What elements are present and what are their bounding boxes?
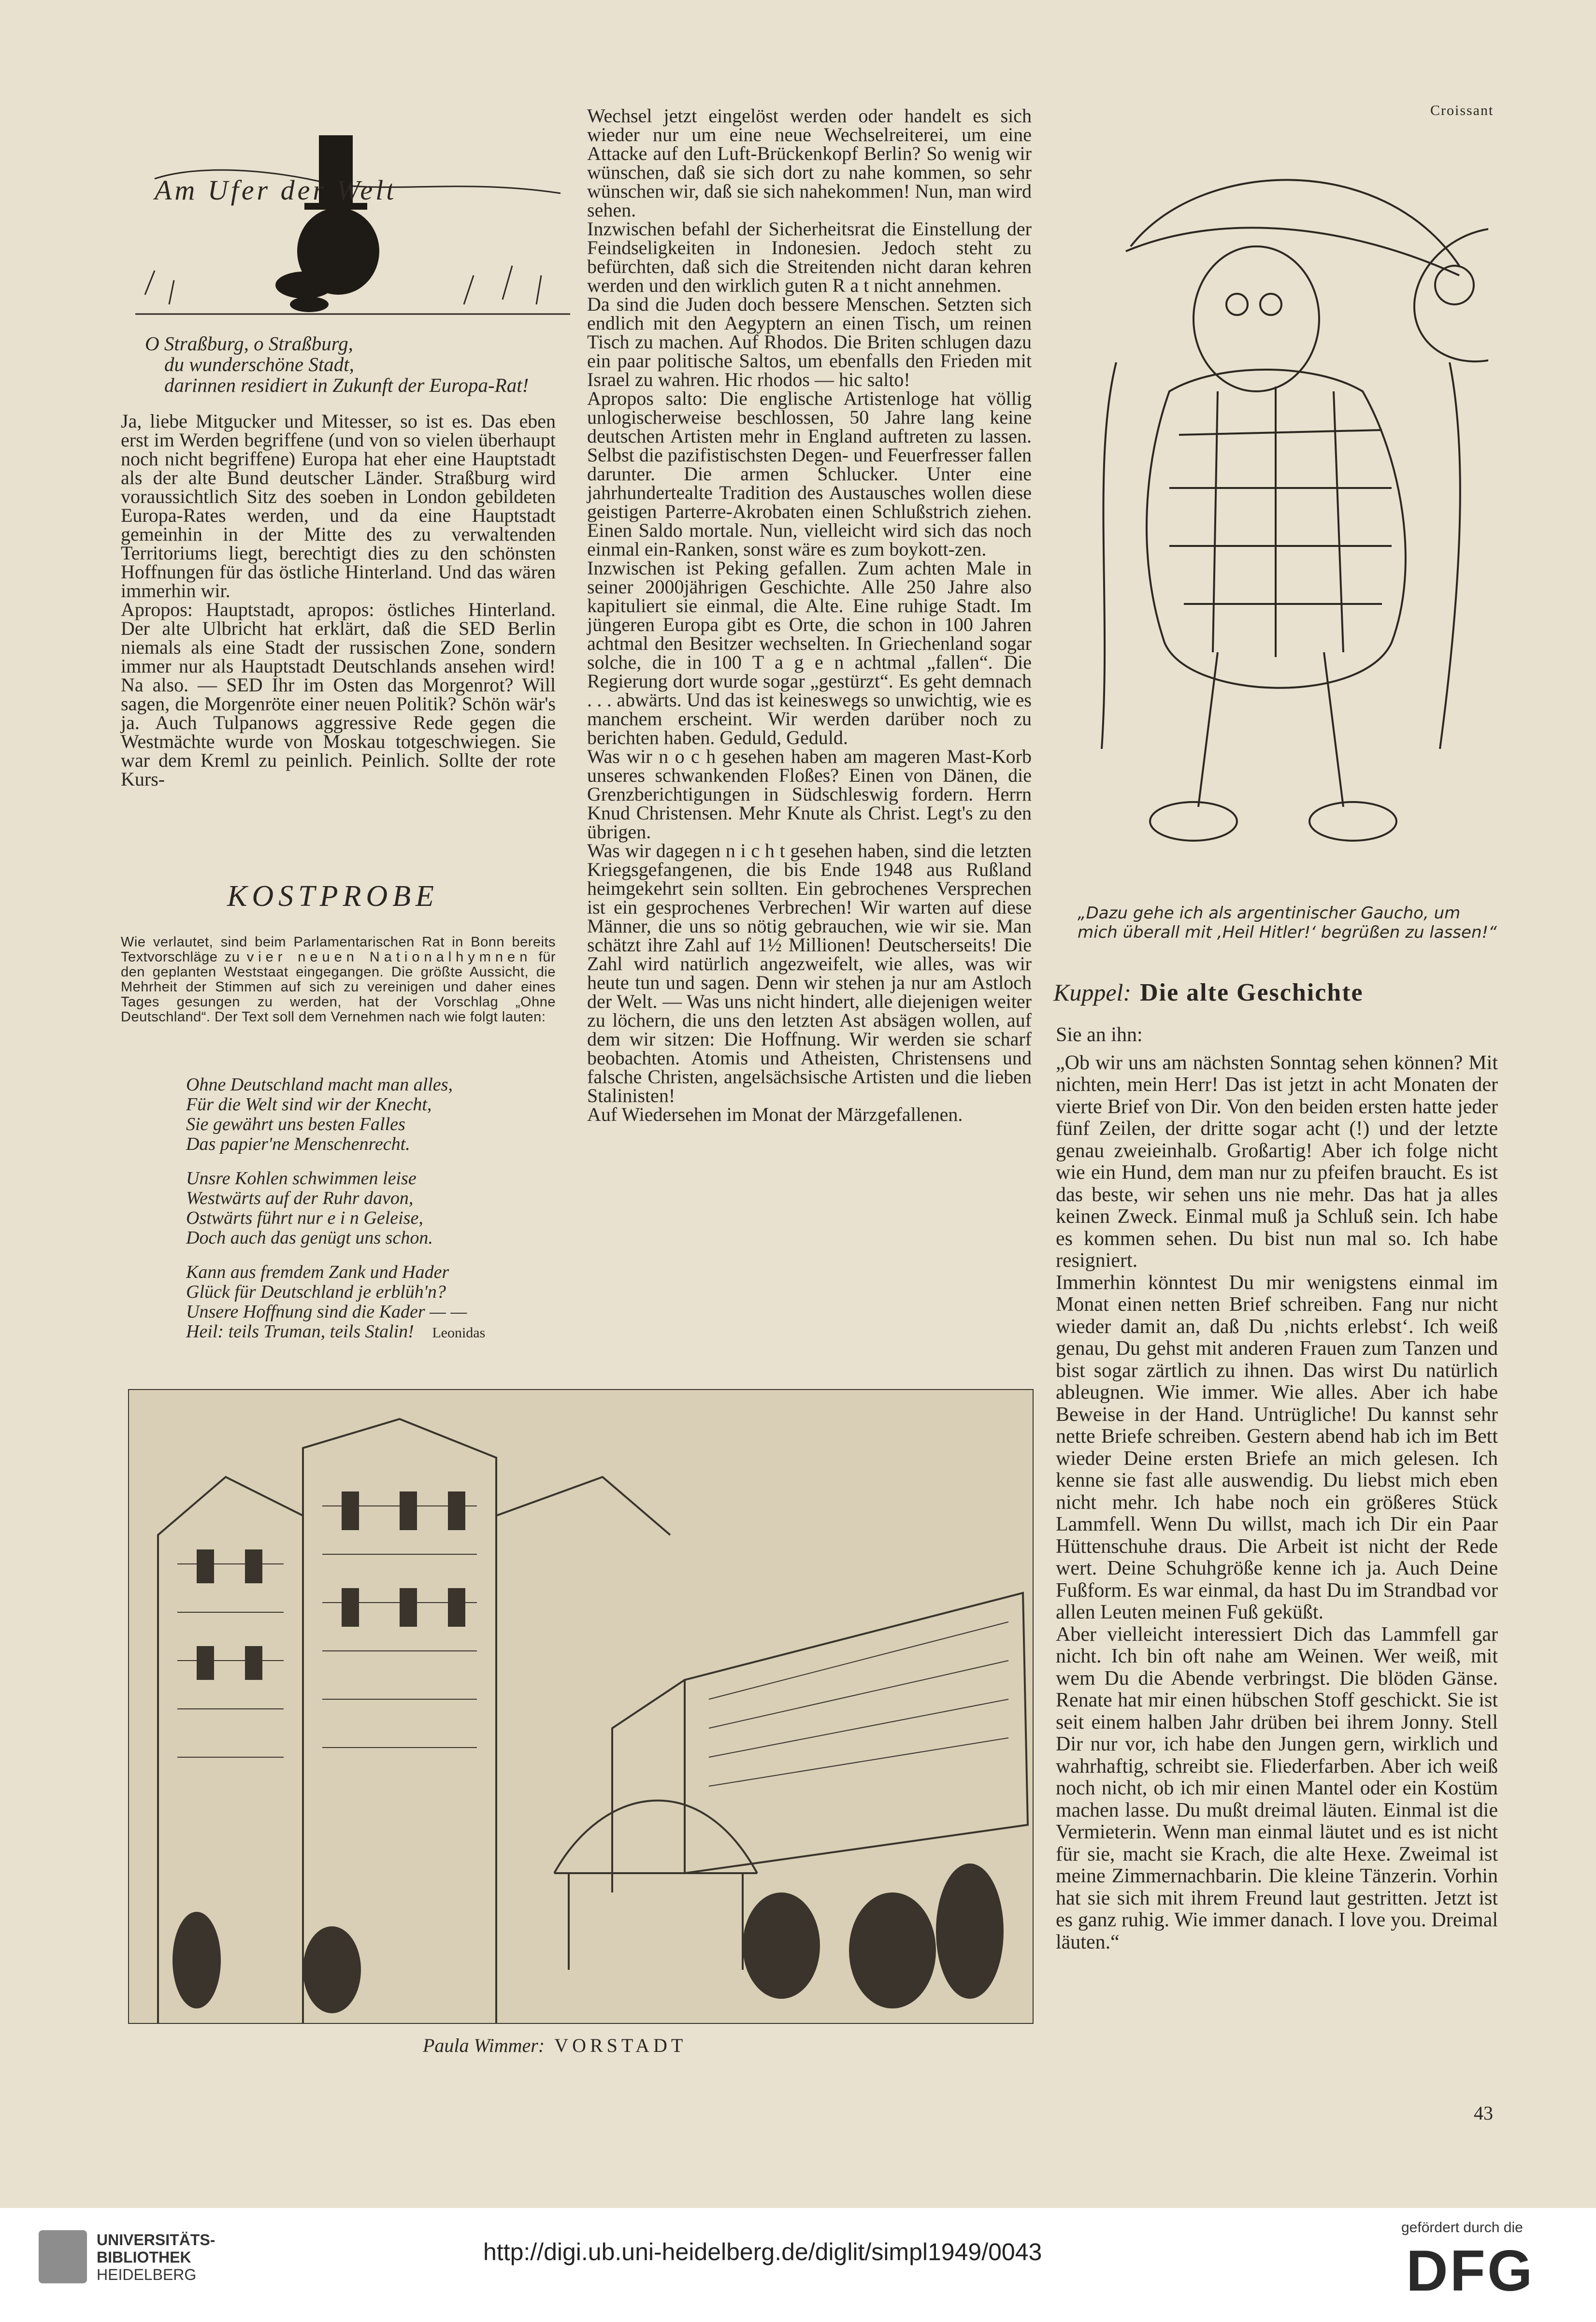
poem-line: Für die Welt sind wir der Knecht,: [186, 1094, 432, 1115]
paragraph: Immerhin könntest Du mir wenigstens einmal im Monat einen netten Brief schreiben. Fang nur nicht wieder damit an, daß Du ‚nichts erlebst‘. Ich weiß genau, Du gehst mit anderen Frauen zum Tanzen und bist sogar zärtlich zu ihnen. Das wirst Du natürlich ableugnen. Wie immer. Wie alles. Aber ich habe Beweise in der Hand. Untrügliche! Du kannst sehr nette Briefe schreiben. Gestern abend hab ich im Bett wieder Deine ersten Briefe an mich gelesen. Ich kenne sie fast alle auswendig. Du liebst mich eben nicht mehr. Ich habe noch ein größeres Stück Lammfell. Wenn Du willst, mach ich Dir ein Paar Hüttenschuhe draus. Die Arbeit ist nicht der Rede wert. Deine Schuhgröße kenne ich ja. Auch Deine Fußform. Es war einmal, da hast Du im Strandbad vor allen Leuten meinen Fuß geküßt.: [1056, 1271, 1498, 1623]
poem-line: Sie gewährt uns besten Falles: [186, 1114, 405, 1134]
etching-drawing: [129, 1390, 1033, 2023]
intro-text: für den geplanten Weststaat eingegangen. Die größte Aussicht, die Mehrheit der Stimmen auf sich zu vereinigen und daher eines Tages gesungen zu werden, hat der Vorschlag „Ohne Deutschland“. Der Text soll dem Vernehmen nach wie folgt lauten:: [121, 949, 556, 1025]
source-url-link[interactable]: http://digi.ub.uni-heidelberg.de/diglit/simpl1949/0043: [483, 2238, 1042, 2265]
library-line: BIBLIOTHEK: [97, 2249, 191, 2266]
poem-last-line: Heil: teils Truman, teils Stalin!: [186, 1321, 414, 1342]
poem-line: Unsre Kohlen schwimmen leise: [186, 1168, 417, 1189]
paragraph: Wechsel jetzt eingelöst werden oder handelt es sich wieder nur um eine neue Wechselreiterei, um eine Attacke auf den Luft-Brückenkopf Berlin? So wenig wir wünschen, daß sie sich dort zu nahe kommen, so sehr wünschen wir, daß sie sich nahekommen! Nun, man wird sehen.: [587, 105, 1032, 221]
poem-line: [186, 1322, 573, 1343]
library-name: [97, 2231, 215, 2283]
story-author: Kuppel:: [1053, 979, 1132, 1006]
library-line: HEIDELBERG: [97, 2266, 197, 2283]
story-intro: Sie an ihn:: [1056, 1024, 1143, 1046]
cartoon-drawing: [1073, 121, 1488, 894]
paragraph: Da sind die Juden doch bessere Menschen. Setzten sich endlich mit den Aegyptern an einen Tisch, um reinen Tisch zu machen. Auf Rhodos. Die Briten schlugen dazu ein paar politische Saltos, um ebenfalls den Frieden mit Israel zu wahren. Hic rhodos — hic salto!: [587, 293, 1032, 390]
poem-stanza: [186, 1169, 573, 1248]
opening-verse: [145, 333, 570, 396]
etching-title: VORSTADT: [554, 2035, 687, 2056]
poem-line: Unsere Hoffnung sind die Kader — —: [186, 1302, 467, 1322]
poem-line: Doch auch das genügt uns schon.: [186, 1228, 433, 1248]
cartoon-caption: „Dazu gehe ich als argentinischer Gaucho, um mich überall mit ‚Heil Hitler!‘ begrüßen zu lassen!“: [1078, 903, 1497, 942]
artist-credit: Croissant: [1430, 102, 1494, 118]
sketch-drawing: [126, 121, 580, 324]
poem-line: Glück für Deutschland je erblüh'n?: [186, 1282, 446, 1302]
section-title-kostprobe: KOSTPROBE: [227, 880, 439, 913]
poem-author: Leonidas: [432, 1325, 486, 1341]
etching-caption: [423, 2034, 687, 2057]
poem-line: Westwärts auf der Ruhr davon,: [186, 1188, 414, 1208]
story-title: Die alte Geschichte: [1140, 979, 1364, 1006]
intro-text: Wie verlautet, sind beim Parlamentarischen Rat in Bonn bereits Textvorschläge zu: [121, 934, 556, 965]
paragraph: Inzwischen ist Peking gefallen. Zum achten Male in seiner 2000jährigen Geschichte. Alle 250 Jahre also kapituliert sie einmal, die Alte. Eine ruhige Stadt. Im jüngeren Europa gibt es Orte, die schon in 100 Jahren achtmal den Besitzer wechselten. In Griechenland sogar solche, die in 100 T a g e n achtmal „fallen“. Die Regierung dort wurde sogar „gestürzt“. Es geht demnach . . . abwärts. Und das ist keineswegs so unwichtig, wie es manchem erscheint. Wir werden darüber noch zu berichten haben. Geduld, Geduld.: [587, 557, 1032, 748]
paragraph: Auf Wiedersehen im Monat der Märzgefallenen.: [587, 1104, 963, 1125]
sketch-handwritten-title: Am Ufer der Welt: [155, 174, 397, 206]
vorstadt-etching: [128, 1389, 1034, 2024]
library-line: UNIVERSITÄTS-: [97, 2231, 216, 2249]
story-heading: [1053, 978, 1488, 1007]
poem-line: Ostwärts führt nur e i n Geleise,: [186, 1208, 423, 1228]
gaucho-cartoon: [1073, 121, 1488, 894]
poem-line: Ohne Deutschland macht man alles,: [186, 1075, 453, 1095]
paragraph: Apropos: Hauptstadt, apropos: östliches Hinterland. Der alte Ulbricht hat erklärt, daß die SED Berlin niemals als eine Stadt der russischen Zone, sondern immer nur als Hauptstadt Deutschlands ansehen wird! Na also. — SED Ihr im Osten das Morgenrot? Will sagen, die Morgenröte einer neuen Politik? Schön wär's ja. Auch Tulpanows aggressive Rede gegen die Westmächte wurde von Moskau totgeschwiegen. Sie war dem Kreml zu peinlich. Peinlich. Sollte der rote Kurs-: [121, 599, 556, 790]
story-body: [1056, 1024, 1498, 1953]
top-left-sketch: [126, 121, 580, 324]
etching-artist: Paula Wimmer:: [423, 2035, 545, 2056]
intro-emphasis: vier neuen Nationalhymnen: [246, 949, 532, 965]
dfg-logo: DFG: [1406, 2238, 1535, 2303]
verse-line: O Straßburg, o Straßburg,: [145, 332, 353, 355]
sponsor-text: gefördert durch die: [1401, 2220, 1523, 2236]
kostprobe-intro: [121, 935, 556, 1025]
paragraph: Apropos salto: Die englische Artistenloge hat völlig unlogischerweise beschlossen, 50 Jahre lang keine deutschen Artisten mehr in England auftreten zu lassen. Selbst die pazifistischsten Degen- und Feuerfresser fallen darunter. Die armen Schlucker. Unter eine jahrhundertealte Tradition des Austausches wollen diese geistigen Parterre-Akrobaten einen Schlußstrich ziehen. Einen Saldo mortale. Nun, vielleicht wird sich das noch einmal ein-Ranken, sonst wäre es zum boykott-zen.: [587, 387, 1032, 560]
paragraph: „Ob wir uns am nächsten Sonntag sehen können? Mit nichten, mein Herr! Das ist jetzt in acht Monaten der vierte Brief von Dir. Von den beiden ersten hatte jeder fünf Zeilen, der dritte sogar acht (!) und der letzte genau zweieinhalb. Großartig! Aber ich folge nicht wie ein Hund, dem man nur zu pfeifen braucht. Es ist das beste, wir sehen uns nie mehr. Das hat ja alles keinen Zweck. Einmal muß ja Schluß sein. Ich habe es kommen sehen. Du bist nun mal so. Ich habe resigniert.: [1056, 1051, 1498, 1272]
digitization-footer: [0, 2208, 1596, 2322]
paragraph: Aber vielleicht interessiert Dich das Lammfell gar nicht. Ich bin oft nahe am Weinen. Wer weiß, mit wem Du die Abende verbringst. Die blöden Gänse. Renate hat mir einen hübschen Stoff geschickt. Sie ist seit einem halben Jahr drüben bei ihrem Jonny. Stell Dir nur vor, ich habe den Jungen gern, wirklich und wahrhaftig, schreibt sie. Fliederfarben. Aber ich weiß noch nicht, ob ich mir einen Mantel oder ein Kostüm machen lasse. Du mußt dreimal läuten. Einmal ist die Vermieterin. Wenn man einmal läutet und es ist nicht für sie, macht sie Krach, die alte Hexe. Zweimal ist meine Zimmernachbarin. Die kleine Tänzerin. Vorhin hat sie sich mit ihrem Freund laut gestritten. Jetzt ist es ganz ruhig. Wie immer danach. I love you. Dreimal läuten.“: [1056, 1623, 1498, 1953]
anthem-poem: [186, 1075, 573, 1343]
paragraph: Ja, liebe Mitgucker und Mitesser, so ist es. Das eben erst im Werden begriffene (und von so vielen überhaupt noch nicht begriffene) Europa hat eher eine Hauptstadt als der alte Bund deutscher Länder. Straßburg wird voraussichtlich Sitz des soeben in London gebildeten Europa-Rates werden, und da eine Hauptstadt gemeinhin in der Mitte des zu verwaltenden Territoriums liegt, berechtigt dies zu den schönsten Hoffnungen für das östliche Hinterland. Und das wären immerhin wir.: [121, 410, 556, 602]
paragraph: Inzwischen befahl der Sicherheitsrat die Einstellung der Feindseligkeiten in Indonesien. Jedoch steht zu befürchten, daß sich die Streitenden nicht daran kehren werden und den wirklich guten R a t nicht annehmen.: [587, 218, 1032, 296]
paragraph: Was wir n o c h gesehen haben am mageren Mast-Korb unseres schwankenden Floßes? Einen von Dänen, die Grenzberichtigungen in Südschleswig fordern. Herrn Knud Christensen. Mehr Knute als Christ. Legt's zu den übrigen.: [587, 745, 1032, 843]
page-number: 43: [1474, 2102, 1493, 2124]
poem-stanza: [186, 1262, 573, 1343]
paragraph: Was wir dagegen n i c h t gesehen haben, sind die letzten Kriegsgefangenen, die bis Ende 1948 aus Rußland heimgekehrt sein sollten. Ein gebrochenes Versprechen ist ein gesprochenes Verbrechen! Wir warten auf diese Männer, die uns so nötig gebrauchen, wie wir sie. Man schätzt ihre Zahl auf 1½ Millionen! Deutscherseits! Die Zahl wird natürlich angezweifelt, wie alles, was wir heute tun und sagen. Denn wir stehen ja nur am Astloch der Welt. — Was uns nicht hindert, alle diejenigen weiter zu löchern, die uns den letzten Ast absägen wollen, auf dem wir sitzen: Die Hoffnung. Wir werden sie scharf beobachten. Atomis und Atheisten, Christensens und falsche Christen, angelsächsische Artisten und die lieben Stalinisten!: [587, 840, 1032, 1106]
library-seal-icon: [39, 2230, 87, 2283]
middle-article: [587, 106, 1032, 1124]
poem-line: Das papier'ne Menschenrecht.: [186, 1134, 410, 1154]
left-article: [121, 412, 556, 788]
poem-stanza: [186, 1075, 573, 1154]
verse-line: darinnen residiert in Zukunft der Europa-Rat!: [164, 374, 529, 396]
poem-line: Kann aus fremdem Zank und Hader: [186, 1262, 449, 1282]
verse-line: du wunderschöne Stadt,: [164, 353, 354, 375]
